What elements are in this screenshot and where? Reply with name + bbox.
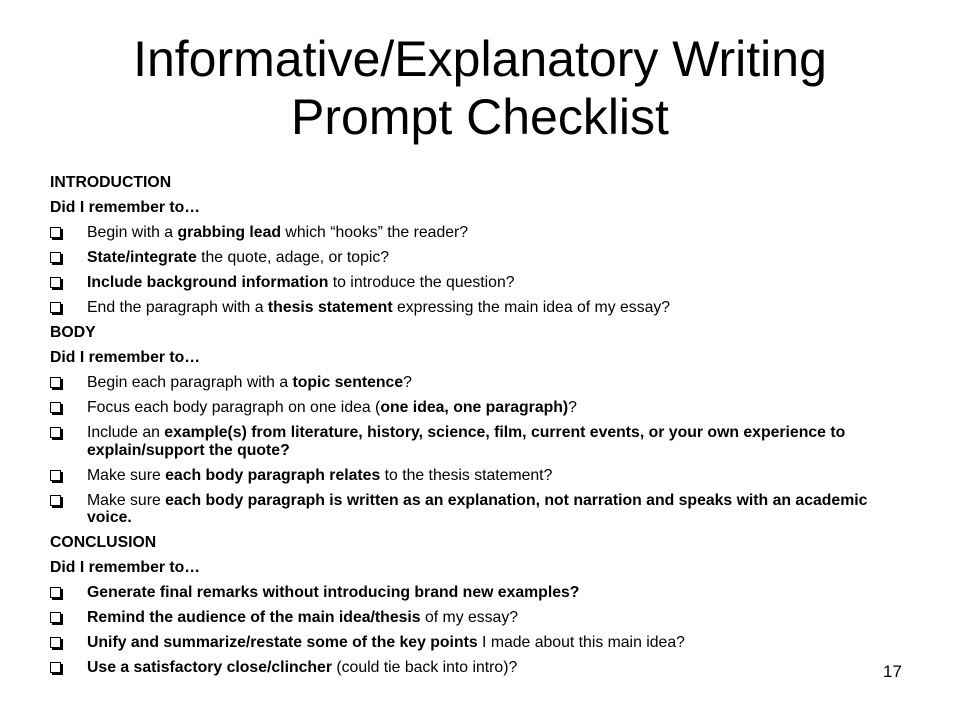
checklist-item-text bbox=[87, 374, 910, 392]
bold-text-segment: Generate final remarks without introducing brand new examples? bbox=[87, 584, 580, 601]
checkbox-icon[interactable] bbox=[50, 637, 61, 648]
checklist-item-text bbox=[87, 249, 910, 267]
section-heading: BODY bbox=[50, 324, 96, 341]
checklist-item-text bbox=[87, 274, 910, 292]
text-segment: ? bbox=[568, 399, 577, 416]
checkbox-icon[interactable] bbox=[50, 495, 61, 506]
checklist-item bbox=[50, 463, 910, 488]
checklist bbox=[50, 170, 910, 680]
text-segment: Include an bbox=[87, 424, 165, 441]
checklist-item-text bbox=[87, 584, 910, 602]
bold-text-segment: each body paragraph relates bbox=[165, 466, 381, 484]
checklist-item bbox=[50, 605, 910, 630]
checklist-item bbox=[50, 655, 910, 680]
bold-text-segment: Include background information bbox=[87, 274, 329, 291]
bold-text-segment: one idea, one paragraph) bbox=[380, 399, 569, 416]
text-segment: Make sure bbox=[87, 466, 166, 484]
text-segment: ? bbox=[403, 374, 412, 391]
checklist-item bbox=[50, 395, 910, 420]
checkbox-icon[interactable] bbox=[50, 302, 61, 313]
bold-text-segment: each body paragraph is written as an explanation, not narration and speaks with an academic voice. bbox=[87, 491, 868, 526]
bold-text-segment: Unify and summarize/restate some of the key points bbox=[87, 634, 478, 651]
text-segment: to the thesis statement? bbox=[380, 466, 553, 484]
checklist-item-text bbox=[87, 634, 910, 652]
checklist-item bbox=[50, 245, 910, 270]
section-heading: CONCLUSION bbox=[50, 534, 157, 551]
checkbox-icon[interactable] bbox=[50, 227, 61, 238]
text-segment: (could tie back into intro)? bbox=[331, 659, 518, 676]
checklist-item bbox=[50, 370, 910, 395]
section-prompt: Did I remember to… bbox=[50, 199, 201, 216]
text-segment: End the paragraph with a bbox=[87, 299, 268, 316]
text-segment: which “hooks” the reader? bbox=[281, 224, 469, 241]
checkbox-icon[interactable] bbox=[50, 277, 61, 288]
bold-text-segment: Use a satisfactory close/clincher bbox=[87, 659, 332, 676]
text-segment: expressing the main idea of my essay? bbox=[392, 299, 671, 316]
checkbox-icon[interactable] bbox=[50, 587, 61, 598]
checkbox-icon[interactable] bbox=[50, 662, 61, 673]
text-segment: to introduce the question? bbox=[328, 274, 515, 291]
text-segment: Begin each paragraph with a bbox=[87, 374, 293, 391]
checklist-item-text bbox=[87, 224, 910, 242]
text-segment: Begin with a bbox=[87, 224, 178, 241]
checkbox-icon[interactable] bbox=[50, 612, 61, 623]
checklist-item-text bbox=[87, 659, 910, 677]
checkbox-icon[interactable] bbox=[50, 377, 61, 388]
checklist-item bbox=[50, 580, 910, 605]
text-segment: Focus each body paragraph on one idea ( bbox=[87, 399, 381, 416]
checklist-item-text bbox=[87, 609, 910, 627]
checklist-item-text bbox=[87, 467, 910, 485]
checklist-item bbox=[50, 270, 910, 295]
bold-text-segment: grabbing lead bbox=[177, 224, 282, 241]
text-segment: of my essay? bbox=[420, 609, 519, 626]
bold-text-segment: example(s) from literature, history, science, film, current events, or your own experience to explain/support the quote? bbox=[87, 424, 846, 459]
bold-text-segment: State/integrate bbox=[87, 249, 197, 266]
title-line-2: Prompt Checklist bbox=[291, 89, 669, 145]
bold-text-segment: Remind the audience of the main idea/thesis bbox=[87, 609, 421, 626]
checklist-item bbox=[50, 295, 910, 320]
checklist-item-text bbox=[87, 299, 910, 317]
section-prompt: Did I remember to… bbox=[50, 559, 201, 576]
section-heading: INTRODUCTION bbox=[50, 174, 172, 191]
checklist-item-text bbox=[87, 424, 910, 459]
checklist-item bbox=[50, 488, 910, 531]
text-segment: Make sure bbox=[87, 491, 166, 509]
checklist-item-text bbox=[87, 492, 910, 527]
checkbox-icon[interactable] bbox=[50, 470, 61, 481]
checklist-item bbox=[50, 420, 910, 463]
checklist-item bbox=[50, 220, 910, 245]
bold-text-segment: thesis statement bbox=[267, 299, 393, 316]
bold-text-segment: topic sentence bbox=[292, 374, 404, 391]
checklist-item-text bbox=[87, 399, 910, 417]
text-segment: I made about this main idea? bbox=[477, 634, 685, 651]
page-number: 17 bbox=[883, 662, 902, 681]
section-prompt: Did I remember to… bbox=[50, 349, 201, 366]
checklist-item bbox=[50, 630, 910, 655]
title-line-1: Informative/Explanatory Writing bbox=[133, 31, 827, 87]
checkbox-icon[interactable] bbox=[50, 252, 61, 263]
checkbox-icon[interactable] bbox=[50, 402, 61, 413]
text-segment: the quote, adage, or topic? bbox=[196, 249, 390, 266]
checkbox-icon[interactable] bbox=[50, 427, 61, 438]
page-title bbox=[0, 30, 960, 146]
